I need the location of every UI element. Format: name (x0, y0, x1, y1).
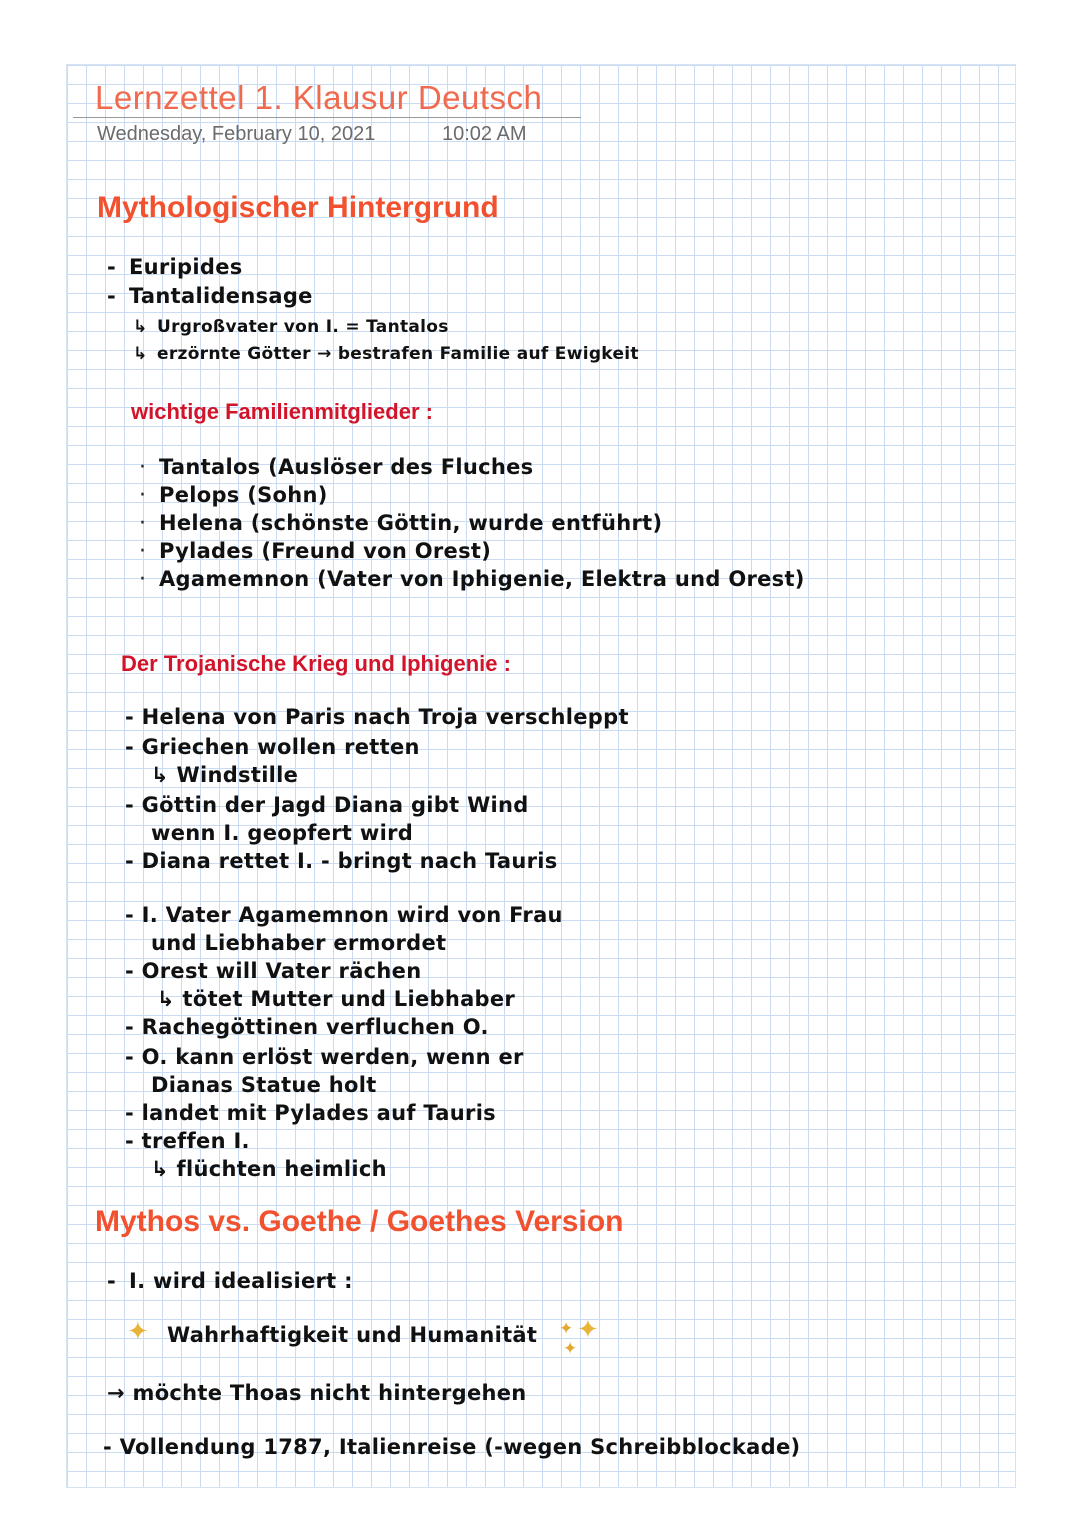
page-date: Wednesday, February 10, 2021 (97, 123, 376, 145)
list-item: Agamemnon (Vater von Iphigenie, Elektra und Orest) (159, 567, 805, 591)
sub-item: ↳ flüchten heimlich (151, 1157, 387, 1181)
list-item: Euripides (129, 255, 243, 279)
page-title: Lernzettel 1. Klausur Deutsch (95, 79, 543, 116)
section-heading-trojan-war: Der Trojanische Krieg und Iphigenie : (121, 651, 511, 676)
sub-item: ↳ tötet Mutter und Liebhaber (157, 987, 516, 1011)
list-item: → möchte Thoas nicht hintergehen (107, 1381, 527, 1405)
bullet-dot: · (139, 511, 146, 536)
bullet-dash: - (107, 284, 116, 308)
list-item: Pylades (Freund von Orest) (159, 539, 492, 563)
section-heading-goethe: Mythos vs. Goethe / Goethes Version (95, 1205, 624, 1238)
list-item: Tantalos (Auslöser des Fluches (159, 455, 534, 479)
list-item: - Vollendung 1787, Italienreise (-wegen Schreibblockade) (103, 1435, 801, 1459)
section-heading-family: wichtige Familienmitglieder : (131, 399, 433, 424)
list-item: - Griechen wollen retten (125, 735, 420, 759)
sparkle-icon: ✦ (577, 1315, 599, 1345)
bullet-dash: - (107, 255, 116, 279)
bullet-dot: · (139, 455, 146, 480)
bullet-dot: · (139, 483, 146, 508)
bullet-dot: · (139, 567, 146, 592)
sparkle-icon: ✦ (563, 1339, 578, 1359)
sparkle-icon: ✦ (559, 1319, 574, 1339)
bullet-dash: - (107, 1269, 116, 1293)
list-item: - Göttin der Jagd Diana gibt Wind (125, 793, 529, 817)
page-time: 10:02 AM (442, 123, 527, 145)
list-item: Helena (schönste Göttin, wurde entführt) (159, 511, 663, 535)
title-divider (73, 117, 581, 118)
list-item: - O. kann erlöst werden, wenn er (125, 1045, 524, 1069)
list-item: I. wird idealisiert : (129, 1269, 353, 1293)
sub-arrow-icon: ↳ (133, 344, 148, 364)
list-item-continued: und Liebhaber ermordet (151, 931, 447, 955)
sub-item: ↳ Windstille (151, 763, 299, 787)
note-page (66, 64, 1016, 1488)
highlighted-line: Wahrhaftigkeit und Humanität (167, 1323, 538, 1347)
list-item: - landet mit Pylades auf Tauris (125, 1101, 496, 1125)
list-item: - Orest will Vater rächen (125, 959, 422, 983)
list-item: Tantalidensage (129, 284, 313, 308)
list-item: - Diana rettet I. - bringt nach Tauris (125, 849, 558, 873)
list-item: - treffen I. (125, 1129, 250, 1153)
list-item-continued: wenn I. geopfert wird (151, 821, 414, 845)
list-item: - Helena von Paris nach Troja verschleppt (125, 705, 629, 729)
sub-arrow-icon: ↳ (133, 317, 148, 337)
section-heading-mythology: Mythologischer Hintergrund (97, 191, 499, 224)
list-item: Pelops (Sohn) (159, 483, 328, 507)
sub-item: Urgroßvater von I. = Tantalos (157, 317, 449, 337)
list-item-continued: Dianas Statue holt (151, 1073, 377, 1097)
sub-item: erzörnte Götter → bestrafen Familie auf Ewigkeit (157, 344, 639, 364)
list-item: - I. Vater Agamemnon wird von Frau (125, 903, 563, 927)
bullet-dot: · (139, 539, 146, 564)
list-item: - Rachegöttinen verfluchen O. (125, 1015, 489, 1039)
sparkle-icon: ✦ (127, 1317, 149, 1347)
